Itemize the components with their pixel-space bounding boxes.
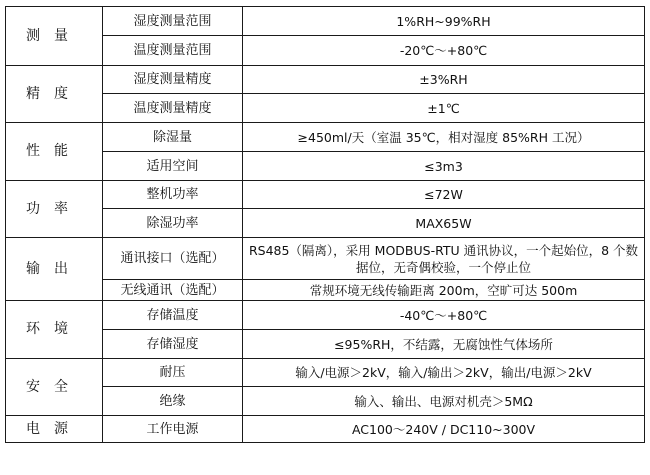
category-cell: 功率: [6, 181, 103, 238]
category-cell: 性能: [6, 123, 103, 181]
table-row: [6, 181, 645, 209]
value-cell: ≥450ml/天（室温 35℃，相对湿度 85%RH 工况）: [243, 123, 645, 152]
param-cell: 无线通讯（选配）: [103, 280, 243, 301]
value-cell: AC100～240V / DC110~300V: [243, 416, 645, 443]
table-row: [6, 7, 645, 36]
param-cell: 工作电源: [103, 416, 243, 443]
category-cell: 精度: [6, 66, 103, 123]
param-cell: 耐压: [103, 359, 243, 387]
category-cell: 环境: [6, 301, 103, 359]
param-cell: 绝缘: [103, 387, 243, 416]
table-row: [6, 238, 645, 280]
param-cell: 湿度测量精度: [103, 66, 243, 94]
param-cell: 存储温度: [103, 301, 243, 330]
value-cell: 输入、输出、电源对机壳＞5MΩ: [243, 387, 645, 416]
table-row: [6, 301, 645, 330]
value-cell: MAX65W: [243, 209, 645, 238]
param-cell: 存储湿度: [103, 330, 243, 359]
value-cell: ≤3m3: [243, 152, 645, 181]
value-cell: ≤95%RH，不结露，无腐蚀性气体场所: [243, 330, 645, 359]
param-cell: 除湿功率: [103, 209, 243, 238]
table-row: [6, 66, 645, 94]
value-cell: 常规环境无线传输距离 200m，空旷可达 500m: [243, 280, 645, 301]
category-cell: 电源: [6, 416, 103, 443]
table-row: [6, 359, 645, 387]
param-cell: 通讯接口（选配）: [103, 238, 243, 280]
value-cell: 输入/电源＞2kV，输入/输出＞2kV，输出/电源＞2kV: [243, 359, 645, 387]
param-cell: 整机功率: [103, 181, 243, 209]
value-cell: 1%RH~99%RH: [243, 7, 645, 36]
category-cell: 测量: [6, 7, 103, 66]
value-cell: -40℃～+80℃: [243, 301, 645, 330]
category-cell: 输出: [6, 238, 103, 301]
param-cell: 温度测量精度: [103, 94, 243, 123]
spec-table: [5, 6, 645, 443]
value-cell: ±1℃: [243, 94, 645, 123]
param-cell: 适用空间: [103, 152, 243, 181]
table-row: [6, 123, 645, 152]
category-cell: 安全: [6, 359, 103, 416]
value-cell: ≤72W: [243, 181, 645, 209]
value-cell: -20℃～+80℃: [243, 36, 645, 66]
table-row: [6, 416, 645, 443]
value-cell: RS485（隔离），采用 MODBUS-RTU 通讯协议，一个起始位，8 个数据位，无奇偶校验，一个停止位: [243, 238, 645, 280]
param-cell: 湿度测量范围: [103, 7, 243, 36]
value-cell: ±3%RH: [243, 66, 645, 94]
param-cell: 温度测量范围: [103, 36, 243, 66]
param-cell: 除湿量: [103, 123, 243, 152]
